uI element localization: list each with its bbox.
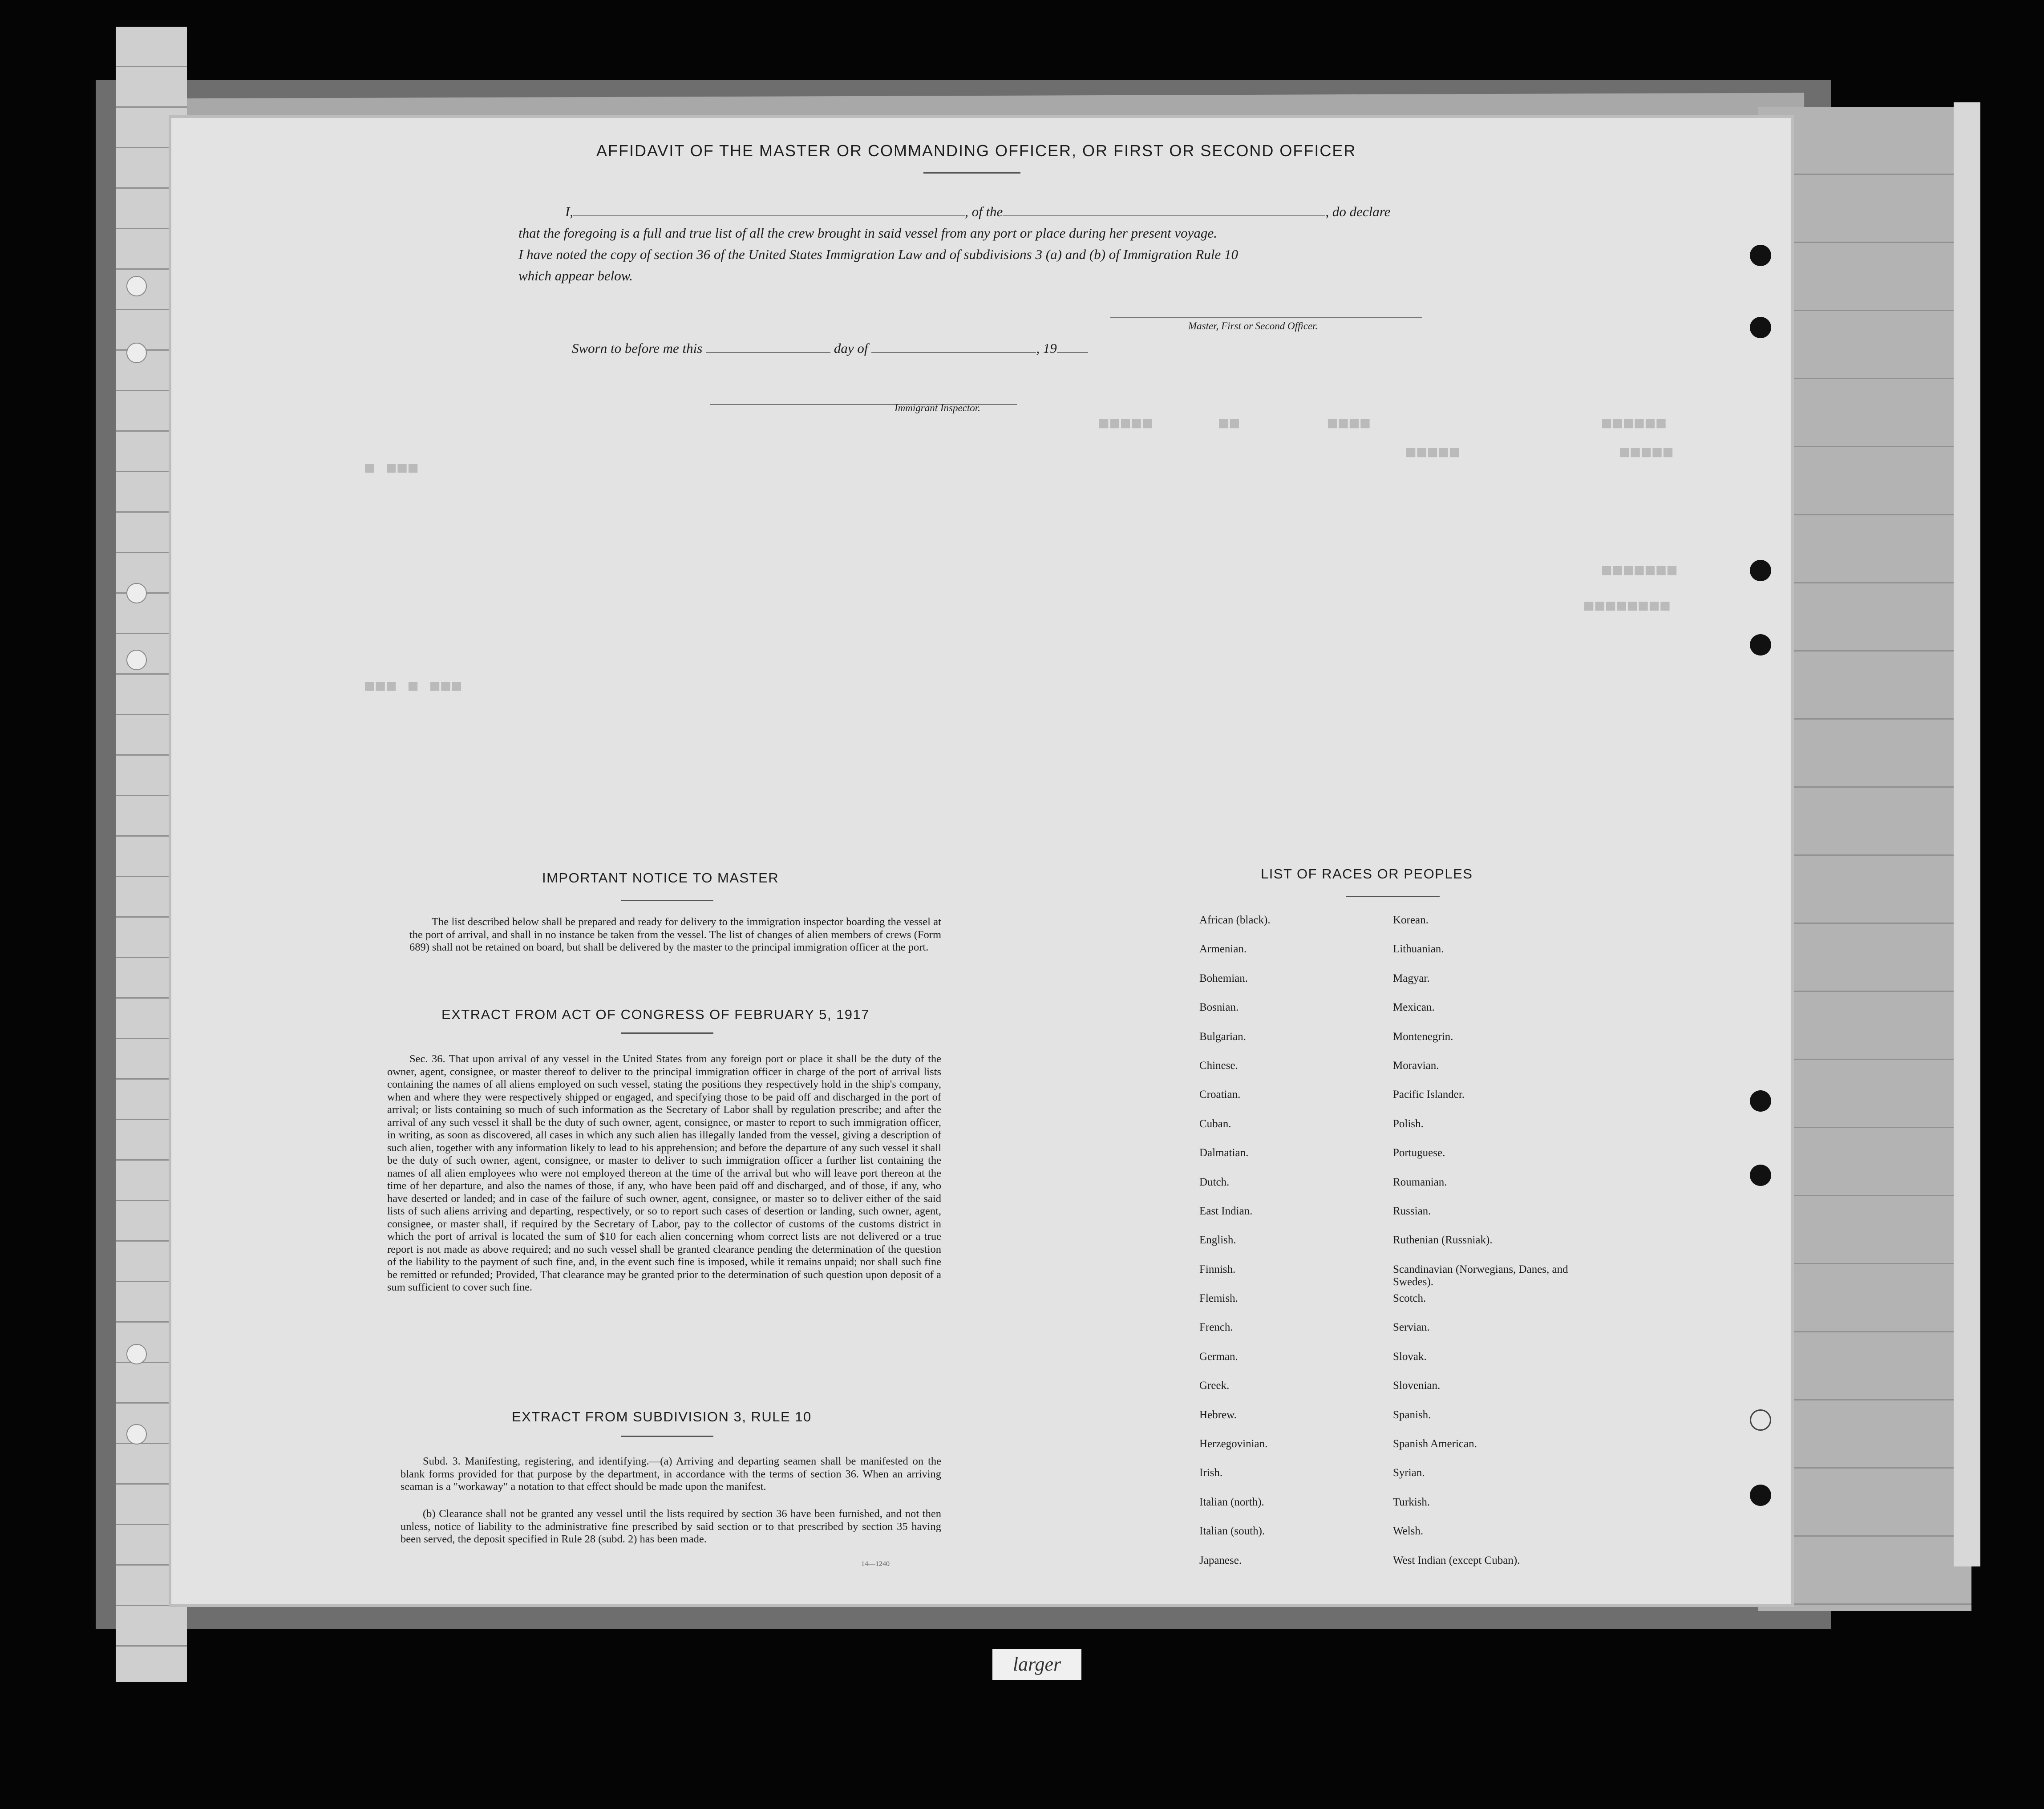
race-item: Dutch.	[1199, 1176, 1230, 1188]
race-item: Bulgarian.	[1199, 1030, 1246, 1043]
act-extract-rule	[621, 1032, 713, 1034]
race-item: Scotch.	[1393, 1292, 1426, 1305]
bleed-through-text: ■■■■■■■■	[1584, 596, 1672, 614]
race-item: Montenegrin.	[1393, 1030, 1453, 1043]
officer-name-field[interactable]	[573, 215, 965, 216]
race-item: Magyar.	[1393, 972, 1430, 984]
affidavit-title: AFFIDAVIT OF THE MASTER OR COMMANDING OFFICER, OR FIRST OR SECOND OFFICER	[596, 142, 1356, 160]
bleed-through-text: ■■■■■■■	[1602, 561, 1679, 579]
race-item: German.	[1199, 1350, 1238, 1363]
race-item: Welsh.	[1393, 1525, 1424, 1538]
races-rule	[1346, 896, 1440, 897]
race-item: Korean.	[1393, 914, 1429, 926]
notice-text: The list described below shall be prepared and ready for delivery to the immigration inspector boarding the vessel at the port of arrival, and shall in no instance be taken from the vessel. The list of changes of alien members of crews (Form 689) shall not be retained on board, but shall be delivered by the master to the principal immigration officer at the port.	[409, 916, 941, 953]
race-item: Armenian.	[1199, 943, 1247, 955]
vessel-name-field[interactable]	[1003, 215, 1325, 216]
race-item: Cuban.	[1199, 1117, 1231, 1130]
sworn-day-field[interactable]	[706, 352, 830, 353]
race-item: Spanish.	[1393, 1408, 1431, 1421]
race-item: Italian (north).	[1199, 1496, 1264, 1508]
race-item: Pacific Islander.	[1393, 1089, 1465, 1101]
declaration-of-the: , of the	[965, 204, 1003, 219]
signature-caption: Master, First or Second Officer.	[1188, 320, 1318, 332]
binding-handwritten-note: larger	[992, 1649, 1081, 1680]
notice-rule	[621, 900, 713, 901]
sworn-month-field[interactable]	[871, 352, 1036, 353]
rule-extract-rule	[621, 1436, 713, 1437]
declaration-do-declare: , do declare	[1325, 204, 1391, 219]
races-list-column-2	[1393, 914, 1571, 1583]
race-item: Dalmatian.	[1199, 1147, 1249, 1159]
race-item: Japanese.	[1199, 1554, 1242, 1566]
bleed-through-text: ■■■■■	[1620, 443, 1675, 461]
race-item: Russian.	[1393, 1205, 1431, 1217]
race-item: Slovenian.	[1393, 1380, 1441, 1392]
declaration-line-4: which appear below.	[518, 268, 633, 283]
declaration-i: I,	[565, 204, 574, 219]
race-item: West Indian (except Cuban).	[1393, 1554, 1520, 1566]
sworn-day-of: day of	[834, 340, 868, 356]
form-code: 14—1240	[861, 1560, 890, 1568]
act-extract-heading: EXTRACT FROM ACT OF CONGRESS OF FEBRUARY 5, 1917	[441, 1007, 870, 1022]
race-item: Portuguese.	[1393, 1147, 1445, 1159]
declaration-line-2: that the foregoing is a full and true list of all the crew brought in said vessel from any port or place during her present voyage.	[518, 225, 1217, 241]
race-item: Syrian.	[1393, 1467, 1425, 1479]
bleed-through-text: ■ ■■■	[365, 458, 420, 476]
race-item: Irish.	[1199, 1467, 1223, 1479]
race-item: Italian (south).	[1199, 1525, 1265, 1538]
sworn-year-field[interactable]	[1057, 352, 1088, 353]
sworn-prefix: Sworn to before me this	[572, 340, 703, 356]
race-item: Herzegovinian.	[1199, 1438, 1268, 1450]
bleed-through-text: ■■■ ■ ■■■	[365, 676, 463, 694]
rule-extract-text-b: (b) Clearance shall not be granted any vessel until the lists required by section 36 have been furnished, and not then unless, notice of liability to the administrative fine prescribed by said section or to that prescribed by section 35 having been served, the deposit specified in Rule 28 (subd. 2) has been made.	[401, 1508, 941, 1545]
race-item: Flemish.	[1199, 1292, 1238, 1305]
sworn-year-prefix: , 19	[1036, 340, 1057, 356]
race-item: Bosnian.	[1199, 1001, 1239, 1014]
bleed-through-text: ■■■■■	[1406, 443, 1461, 461]
race-item: French.	[1199, 1321, 1233, 1334]
bleed-through-text: ■■■■■ ■■ ■■■■	[1099, 414, 1372, 432]
bleed-through-text: ■■■■■■	[1602, 414, 1668, 432]
race-item: Moravian.	[1393, 1059, 1439, 1072]
notice-heading: IMPORTANT NOTICE TO MASTER	[542, 870, 779, 886]
race-item: Bohemian.	[1199, 972, 1248, 984]
race-item: Croatian.	[1199, 1089, 1241, 1101]
race-item: Scandinavian (Norwegians, Danes, and Swedes).	[1393, 1263, 1568, 1288]
race-item: English.	[1199, 1234, 1236, 1246]
act-extract-text: Sec. 36. That upon arrival of any vessel in the United States from any foreign port or place it shall be the duty of the owner, agent, consignee, or master thereof to deliver to the principal immigration officer in charge of the port of arrival lists containing the names of all aliens employed on such vessel, stating the positions they respectively hold in the ship's company, when and where they were respectively shipped or engaged, and specifying those to be paid off and discharged in the port of arrival; or lists containing so much of such information as the Secretary of Labor shall by regulation prescribe; and after the arrival of any such vessel it shall be the duty of such owner, agent, consignee, or master to report to such immigration officer, in writing, as soon as discovered, all cases in which any such alien has illegally landed from the vessel, giving a description of such alien, together with any information likely to lead to his apprehension; and before the departure of any such vessel it shall be the duty of such owner, agent, consignee, or master to deliver to such immigration officer a further list containing the names of all alien employees who were not employed thereon at the time of the arrival but who will leave port thereon at the time of her departure, and also the names of those, if any, who have been paid off and discharged, and of those, if any, who have deserted or landed; and in case of the failure of such owner, agent, consignee, or master so to deliver either of the said lists of such aliens arriving and departing, respectively, or so to report such cases of desertion or landing, such owner, agent, consignee, or master shall, if required by the Secretary of Labor, pay to the collector of customs of the customs district in which the port of arrival is located the sum of $10 for each alien concerning whom correct lists are not delivered or a true report is not made as above required; and no such vessel shall be granted clearance pending the determination of the question of the liability to the payment of such fine, and, in the event such fine is imposed, while it remains unpaid; nor shall such fine be remitted or refunded; Provided, That clearance may be granted prior to the determination of such question upon deposit of a sum sufficient to cover such fine.	[387, 1053, 941, 1293]
rule-extract-text-a: Subd. 3. Manifesting, registering, and identifying.—(a) Arriving and departing seamen shall be manifested on the blank forms provided for that purpose by the department, in accordance with the terms of section 36. When an arriving seaman is a "workaway" a notation to that effect should be made upon the manifest.	[401, 1455, 941, 1493]
race-item: Finnish.	[1199, 1263, 1236, 1275]
race-item: Spanish American.	[1393, 1438, 1477, 1450]
races-list-column-1	[1199, 914, 1271, 1583]
race-item: Turkish.	[1393, 1496, 1430, 1508]
race-item: Hebrew.	[1199, 1408, 1237, 1421]
sworn-statement	[572, 340, 1088, 356]
race-item: Chinese.	[1199, 1059, 1238, 1072]
races-heading: LIST OF RACES OR PEOPLES	[1261, 866, 1473, 882]
declaration-text	[518, 201, 1426, 287]
signature-line[interactable]	[1110, 317, 1422, 318]
race-item: Servian.	[1393, 1321, 1430, 1334]
inspector-caption: Immigrant Inspector.	[895, 402, 980, 413]
race-item: Ruthenian (Russniak).	[1393, 1234, 1493, 1246]
race-item: East Indian.	[1199, 1205, 1253, 1217]
race-item: Lithuanian.	[1393, 943, 1444, 955]
title-rule	[923, 172, 1020, 174]
race-item: Roumanian.	[1393, 1176, 1447, 1188]
race-item: Greek.	[1199, 1380, 1230, 1392]
race-item: Slovak.	[1393, 1350, 1427, 1363]
rule-extract-heading: EXTRACT FROM SUBDIVISION 3, RULE 10	[512, 1409, 812, 1425]
race-item: Mexican.	[1393, 1001, 1435, 1014]
race-item: African (black).	[1199, 914, 1271, 926]
declaration-line-3: I have noted the copy of section 36 of the United States Immigration Law and of subdivisions 3 (a) and (b) of Immigration Rule 10	[518, 247, 1238, 262]
race-item: Polish.	[1393, 1117, 1424, 1130]
